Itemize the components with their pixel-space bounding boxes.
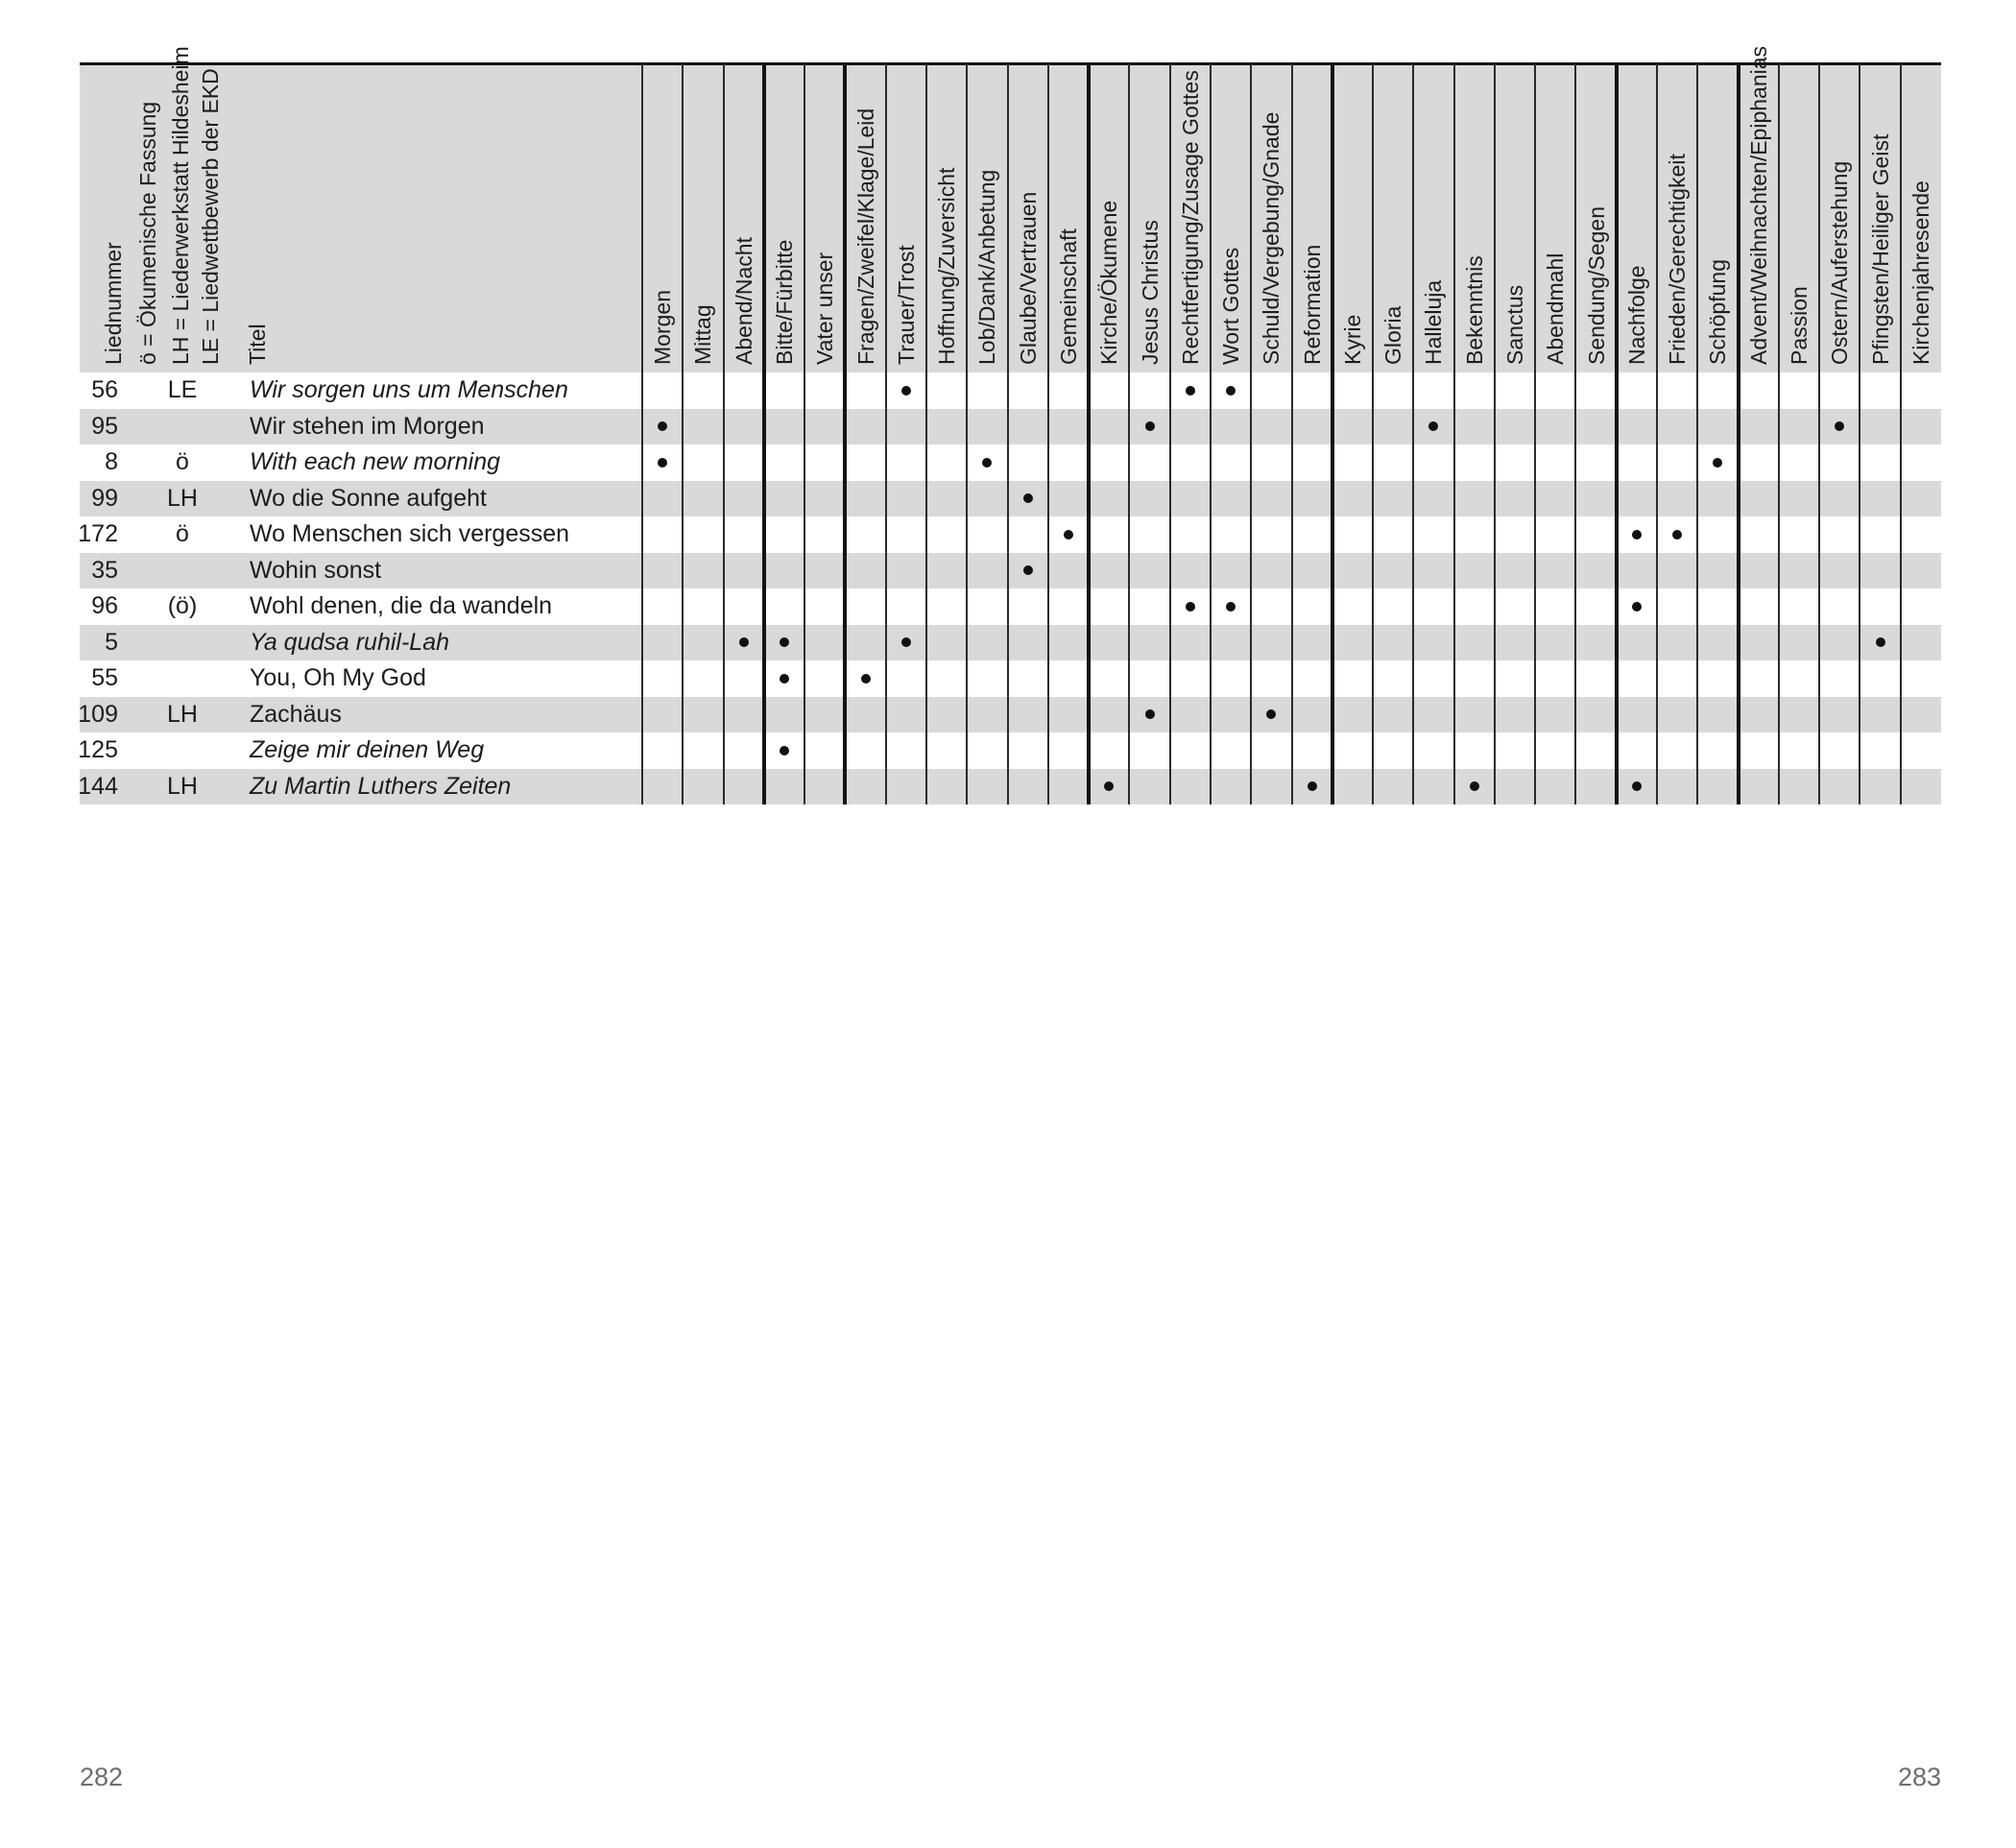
page-number-right: 283 — [1897, 1763, 1941, 1791]
column-rule — [1859, 63, 1860, 804]
dot-marker — [780, 746, 789, 756]
category-header-label: Advent/Weihnachten/Epiphanias — [1745, 45, 1771, 365]
song-title: Zachäus — [250, 700, 342, 728]
dot-marker — [1186, 602, 1195, 612]
column-rule — [682, 63, 684, 804]
category-header-label: Sanctus — [1502, 284, 1528, 365]
category-header-label: Lob/Dank/Anbetung — [974, 169, 1000, 365]
column-rule — [723, 63, 725, 804]
dot-marker — [1672, 530, 1682, 540]
song-code: ö — [176, 448, 189, 475]
category-header-label: Hoffnung/Zuversicht — [934, 167, 960, 365]
category-header-label: Gemeinschaft — [1055, 228, 1081, 365]
dot-marker — [1632, 530, 1642, 540]
category-header-label: Morgen — [650, 290, 676, 365]
dot-marker — [1470, 781, 1479, 791]
category-header-label: Nachfolge — [1623, 265, 1649, 365]
column-group-separator — [1331, 63, 1334, 804]
dot-marker — [982, 458, 992, 468]
legend-line-liederwerkstatt-hildesheim: LH = Liederwerkstatt Hildesheim — [168, 46, 193, 365]
column-rule — [1656, 63, 1658, 804]
song-number: 35 — [91, 556, 118, 584]
dot-marker — [901, 386, 911, 396]
dot-marker — [1186, 386, 1195, 396]
category-header-label: Kyrie — [1339, 314, 1365, 365]
category-header-label: Bitte/Fürbitte — [771, 239, 797, 365]
page-number-left: 282 — [80, 1763, 124, 1791]
dot-marker — [739, 637, 749, 647]
category-header-label: Passion — [1787, 286, 1812, 365]
dot-marker — [861, 674, 871, 684]
song-title: Wohin sonst — [250, 556, 382, 584]
category-header-label: Kirchenjahresende — [1908, 180, 1933, 365]
column-header-liednummer: Liednummer — [101, 242, 126, 365]
song-code: LH — [167, 772, 198, 800]
category-header-label: Wort Gottes — [1218, 247, 1244, 365]
song-number: 55 — [91, 664, 118, 691]
row-stripe — [80, 697, 1941, 733]
category-header-label: Schuld/Vergebung/Gnade — [1259, 111, 1284, 365]
column-group-separator — [762, 63, 766, 804]
dot-marker — [780, 674, 789, 684]
category-header-label: Pfingsten/Heiliger Geist — [1867, 133, 1893, 365]
song-number: 95 — [91, 412, 118, 440]
dot-marker — [1226, 386, 1236, 396]
column-rule — [1778, 63, 1780, 804]
column-group-separator — [1615, 63, 1619, 804]
column-rule — [925, 63, 927, 804]
category-header-label: Mittag — [690, 304, 716, 365]
dot-marker — [1632, 602, 1642, 612]
column-rule — [1412, 63, 1414, 804]
song-title: With each new morning — [250, 448, 501, 475]
dot-marker — [1023, 565, 1033, 575]
category-header-label: Bekenntnis — [1461, 255, 1487, 365]
column-rule — [1291, 63, 1293, 804]
category-header-label: Frieden/Gerechtigkeit — [1665, 154, 1691, 365]
dot-marker — [1145, 709, 1155, 719]
song-code: LH — [167, 484, 198, 512]
category-header-label: Gloria — [1380, 305, 1406, 365]
song-number: 96 — [91, 592, 118, 619]
category-header-label: Fragen/Zweifel/Klage/Leid — [852, 108, 878, 365]
column-rule — [1047, 63, 1049, 804]
song-code: LH — [167, 700, 198, 728]
column-rule — [1534, 63, 1536, 804]
song-title: Ya qudsa ruhil-Lah — [250, 628, 450, 656]
column-rule — [1372, 63, 1374, 804]
song-title: You, Oh My God — [250, 664, 426, 691]
category-header-label: Vater unser — [812, 252, 838, 365]
dot-marker — [1876, 637, 1885, 647]
table-top-rule — [80, 62, 1941, 65]
song-number: 56 — [91, 376, 118, 403]
category-header-label: Sendung/Segen — [1583, 206, 1609, 365]
column-rule — [1453, 63, 1455, 804]
song-title: Wohl denen, die da wandeln — [250, 592, 553, 619]
column-rule — [804, 63, 805, 804]
column-group-separator — [1087, 63, 1091, 804]
song-number: 172 — [78, 520, 118, 547]
dot-marker — [1226, 602, 1236, 612]
category-header-label: Kirche/Ökumene — [1096, 200, 1122, 365]
column-rule — [1696, 63, 1698, 804]
dot-marker — [1145, 421, 1155, 431]
category-header-label: Abend/Nacht — [731, 237, 756, 365]
song-title: Zeige mir deinen Weg — [250, 736, 485, 763]
song-title: Wir sorgen uns um Menschen — [250, 376, 568, 403]
column-rule — [641, 63, 643, 804]
category-header-label: Schöpfung — [1705, 259, 1731, 365]
column-rule — [885, 63, 887, 804]
legend-line-oekumenische-fassung: ö = Ökumenische Fassung — [135, 101, 160, 365]
column-header-titel: Titel — [245, 324, 270, 365]
song-title: Wo Menschen sich vergessen — [250, 520, 570, 547]
column-rule — [1169, 63, 1171, 804]
song-number: 99 — [91, 484, 118, 512]
column-rule — [1574, 63, 1576, 804]
song-title: Wir stehen im Morgen — [250, 412, 485, 440]
column-rule — [1494, 63, 1496, 804]
column-group-separator — [843, 63, 847, 804]
dot-marker — [1308, 781, 1317, 791]
category-header-label: Glaube/Vertrauen — [1015, 191, 1041, 365]
song-number: 125 — [78, 736, 118, 763]
dot-marker — [1023, 493, 1033, 503]
dot-marker — [1713, 458, 1722, 468]
song-number: 144 — [78, 772, 118, 800]
column-rule — [1210, 63, 1212, 804]
dot-marker — [1064, 530, 1073, 540]
category-header-label: Halleluja — [1421, 279, 1447, 365]
category-header-label: Reformation — [1299, 244, 1325, 365]
category-header-label: Rechtfertigung/Zusage Gottes — [1177, 70, 1203, 365]
song-number: 8 — [105, 448, 118, 475]
column-group-separator — [1737, 63, 1740, 804]
song-code: (ö) — [167, 592, 198, 619]
category-header-label: Ostern/Auferstehung — [1827, 160, 1853, 365]
table-header-band — [80, 63, 1941, 372]
song-number: 109 — [78, 700, 118, 728]
song-title: Zu Martin Luthers Zeiten — [250, 772, 512, 800]
song-number: 5 — [105, 628, 118, 656]
column-rule — [1007, 63, 1009, 804]
column-rule — [1900, 63, 1902, 804]
category-header-label: Jesus Christus — [1137, 220, 1163, 365]
dot-marker — [658, 458, 667, 468]
song-code: ö — [176, 520, 189, 547]
column-rule — [966, 63, 968, 804]
song-code: LE — [167, 376, 198, 403]
column-rule — [1250, 63, 1252, 804]
category-header-label: Abendmahl — [1543, 252, 1569, 365]
column-rule — [1818, 63, 1820, 804]
category-header-label: Trauer/Trost — [893, 245, 919, 365]
legend-line-liedwettbewerb-ekd: LE = Liedwettbewerb der EKD — [198, 68, 223, 365]
song-title: Wo die Sonne aufgeht — [250, 484, 487, 512]
column-rule — [1128, 63, 1130, 804]
